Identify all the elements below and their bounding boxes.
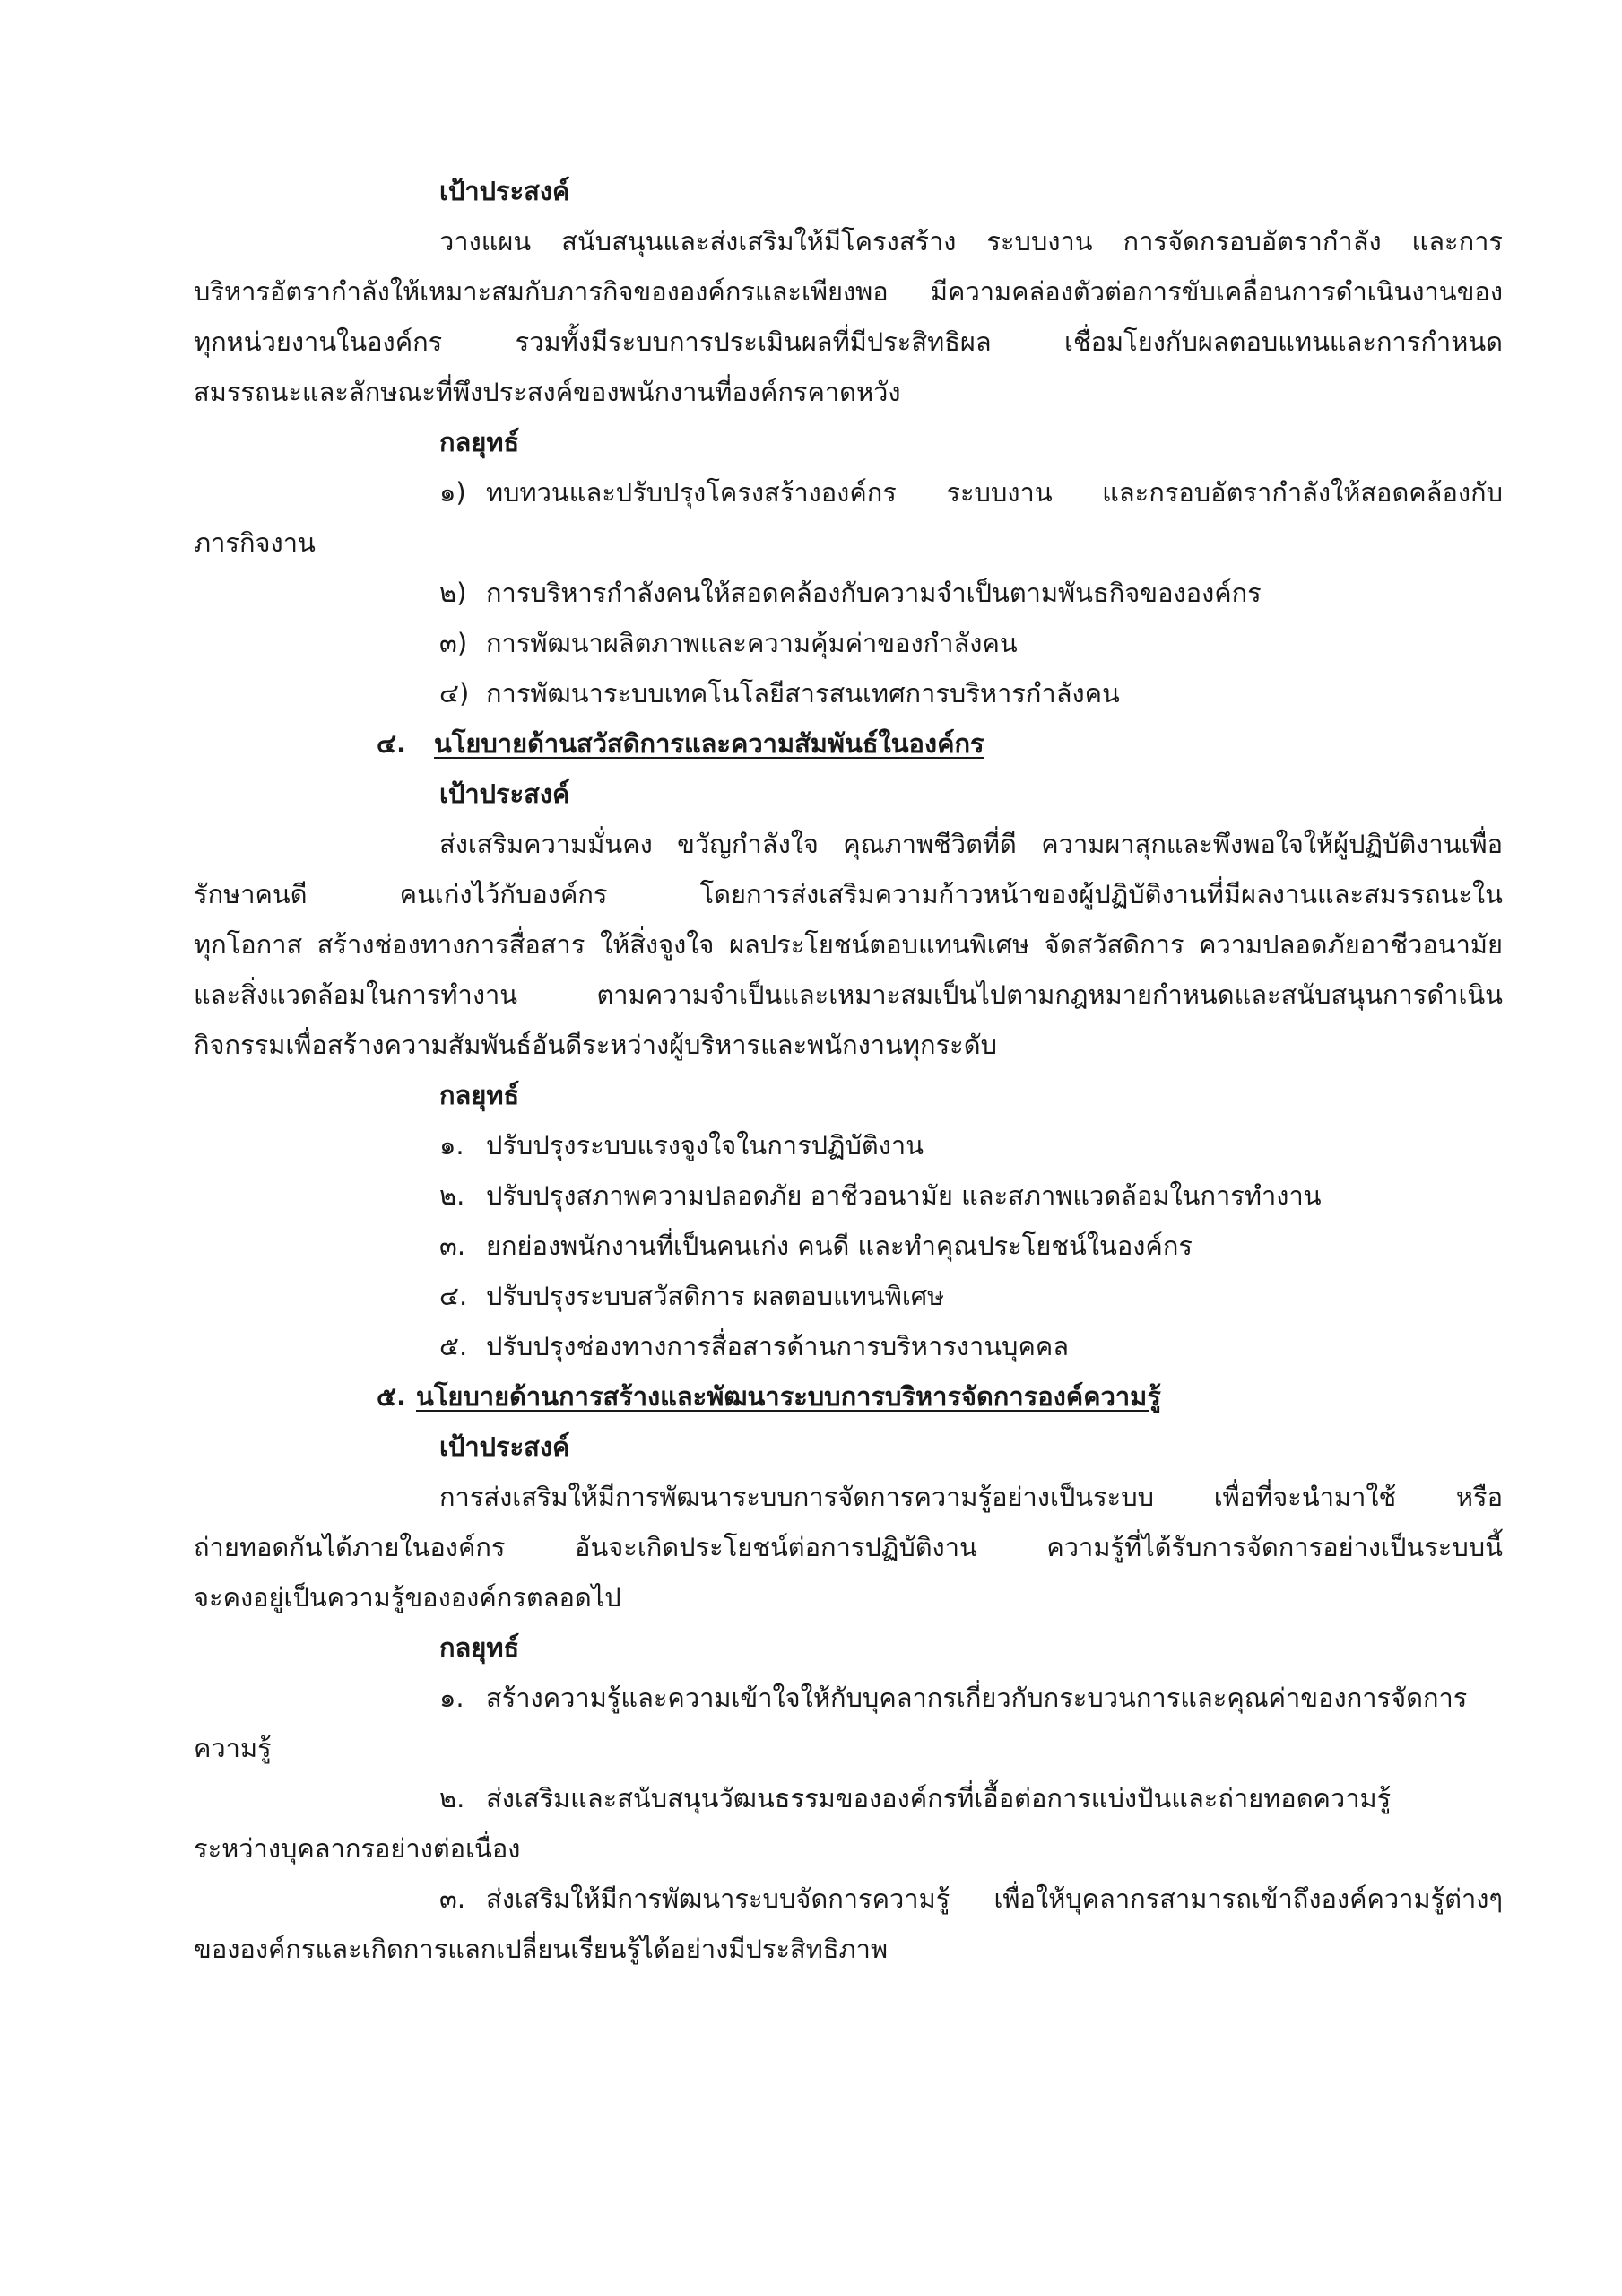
strategy-text: ปรับปรุงระบบแรงจูงใจในการปฏิบัติงาน bbox=[486, 1130, 924, 1161]
objective-text-line: วางแผน สนับสนุนและส่งเสริมให้มีโครงสร้าง ระบบงาน การจัดกรอบอัตรากำลัง และการ bbox=[439, 226, 1503, 257]
objective-text-line: บริหารอัตรากำลังให้เหมาะสมกับภารกิจขององค์กรและเพียงพอ มีความคล่องตัวต่อการขับเคลื่อนการดำเนินงานของ bbox=[194, 276, 1503, 307]
objective-text-line: จะคงอยู่เป็นความรู้ขององค์กรตลอดไป bbox=[194, 1582, 621, 1613]
strategy-text: ปรับปรุงระบบสวัสดิการ ผลตอบแทนพิเศษ bbox=[486, 1281, 945, 1311]
strategy-item bbox=[439, 466, 1503, 518]
strategy-number: ๔) bbox=[439, 678, 470, 709]
strategy-text: ปรับปรุงสภาพความปลอดภัย อาชีวอนามัย และสภาพแวดล้อมในการทำงาน bbox=[486, 1180, 1322, 1211]
strategy-item bbox=[439, 1873, 1503, 1925]
objective-heading: เป้าประสงค์ bbox=[439, 778, 570, 809]
strategy-text: ปรับปรุงช่องทางการสื่อสารด้านการบริหารงานบุคคล bbox=[486, 1331, 1070, 1361]
strategy-text: สร้างความรู้และความเข้าใจให้กับบุคลากรเกี่ยวกับกระบวนการและคุณค่าของการจัดการ bbox=[486, 1683, 1468, 1713]
objective-text-line: ส่งเสริมความมั่นคง ขวัญกำลังใจ คุณภาพชีวิตที่ดี ความผาสุกและพึงพอใจให้ผู้ปฏิบัติงานเพื่อ bbox=[439, 829, 1503, 859]
objective-text-line: รักษาคนดี คนเก่งไว้กับองค์กร โดยการส่งเสริมความก้าวหน้าของผู้ปฏิบัติงานที่มีผลงานและสมรรถนะใน bbox=[194, 879, 1503, 909]
strategy-item bbox=[439, 567, 1622, 619]
strategy-number: ๑. bbox=[439, 1130, 464, 1161]
objective-text-line: และสิ่งแวดล้อมในการทำงาน ตามความจำเป็นและเหมาะสมเป็นไปตามกฎหมายกำหนดและสนับสนุนการดำเนิน bbox=[194, 979, 1503, 1010]
strategy-continuation: ขององค์กรและเกิดการแลกเปลี่ยนเรียนรู้ได้อย่างมีประสิทธิภาพ bbox=[194, 1934, 889, 1964]
strategy-number: ๓) bbox=[439, 628, 468, 658]
section-number: ๔. bbox=[377, 728, 406, 759]
section-title: นโยบายด้านสวัสดิการและความสัมพันธ์ในองค์กร bbox=[434, 728, 984, 759]
objective-heading: เป้าประสงค์ bbox=[439, 176, 570, 206]
strategy-number: ๒. bbox=[439, 1783, 465, 1813]
strategy-text: ส่งเสริมและสนับสนุนวัฒนธรรมขององค์กรที่เอื้อต่อการแบ่งปันและถ่ายทอดความรู้ bbox=[486, 1783, 1392, 1813]
strategy-item bbox=[439, 667, 1622, 719]
strategy-continuation: ระหว่างบุคลากรอย่างต่อเนื่อง bbox=[194, 1833, 521, 1864]
strategy-text: ทบทวนและปรับปรุงโครงสร้างองค์กร ระบบงาน และกรอบอัตรากำลังให้สอดคล้องกับ bbox=[486, 477, 1503, 508]
strategy-continuation: ภารกิจงาน bbox=[194, 527, 316, 558]
strategy-number: ๔. bbox=[439, 1281, 468, 1311]
strategy-text: ส่งเสริมให้มีการพัฒนาระบบจัดการความรู้ เพื่อให้บุคลากรสามารถเข้าถึงองค์ความรู้ต่างๆ bbox=[486, 1883, 1503, 1914]
section-title: นโยบายด้านการสร้างและพัฒนาระบบการบริหารจัดการองค์ความรู้ bbox=[416, 1381, 1161, 1412]
objective-text-line: ถ่ายทอดกันได้ภายในองค์กร อันจะเกิดประโยชน์ต่อการปฏิบัติงาน ความรู้ที่ได้รับการจัดการอย่างเป็นระบบนี้ bbox=[194, 1532, 1503, 1562]
strategy-heading: กลยุทธ์ bbox=[439, 427, 520, 457]
strategy-item bbox=[439, 1119, 1622, 1171]
section-number: ๕. bbox=[377, 1381, 406, 1412]
strategy-number: ๕. bbox=[439, 1331, 468, 1361]
objective-text-line: ทุกหน่วยงานในองค์กร รวมทั้งมีระบบการประเมินผลที่มีประสิทธิผล เชื่อมโยงกับผลตอบแทนและการกำหนด bbox=[194, 326, 1503, 357]
strategy-text: ยกย่องพนักงานที่เป็นคนเก่ง คนดี และทำคุณประโยชน์ในองค์กร bbox=[486, 1231, 1193, 1261]
objective-text-line: สมรรถนะและลักษณะที่พึงประสงค์ของพนักงานที่องค์กรคาดหวัง bbox=[194, 377, 901, 407]
strategy-number: ๒. bbox=[439, 1180, 465, 1211]
strategy-item bbox=[439, 1270, 1622, 1322]
strategy-number: ๑) bbox=[439, 477, 466, 508]
strategy-number: ๑. bbox=[439, 1683, 464, 1713]
section-heading-4 bbox=[377, 718, 1622, 770]
strategy-text: การบริหารกำลังคนให้สอดคล้องกับความจำเป็นตามพันธกิจขององค์กร bbox=[486, 578, 1262, 608]
section-heading-5 bbox=[377, 1370, 1622, 1422]
strategy-item bbox=[439, 1170, 1622, 1222]
strategy-heading: กลยุทธ์ bbox=[439, 1632, 520, 1663]
strategy-item bbox=[439, 1220, 1622, 1272]
strategy-heading: กลยุทธ์ bbox=[439, 1080, 520, 1110]
strategy-item bbox=[439, 1320, 1622, 1372]
objective-text-line: ทุกโอกาส สร้างช่องทางการสื่อสาร ให้สิ่งจูงใจ ผลประโยชน์ตอบแทนพิเศษ จัดสวัสดิการ ความปลอดภัยอาชีวอนามัย bbox=[194, 929, 1503, 960]
strategy-number: ๒) bbox=[439, 578, 467, 608]
objective-text-line: กิจกรรมเพื่อสร้างความสัมพันธ์อันดีระหว่างผู้บริหารและพนักงานทุกระดับ bbox=[194, 1030, 997, 1060]
objective-text-line: การส่งเสริมให้มีการพัฒนาระบบการจัดการความรู้อย่างเป็นระบบ เพื่อที่จะนำมาใช้ หรือ bbox=[439, 1482, 1503, 1512]
objective-heading: เป้าประสงค์ bbox=[439, 1431, 570, 1462]
strategy-text: การพัฒนาระบบเทคโนโลยีสารสนเทศการบริหารกำลังคน bbox=[486, 678, 1120, 709]
strategy-text: การพัฒนาผลิตภาพและความคุ้มค่าของกำลังคน bbox=[486, 628, 1018, 658]
strategy-item bbox=[439, 617, 1622, 669]
strategy-number: ๓. bbox=[439, 1883, 466, 1914]
strategy-item bbox=[439, 1672, 1503, 1724]
strategy-continuation: ความรู้ bbox=[194, 1733, 272, 1763]
strategy-number: ๓. bbox=[439, 1231, 466, 1261]
strategy-item bbox=[439, 1772, 1503, 1824]
